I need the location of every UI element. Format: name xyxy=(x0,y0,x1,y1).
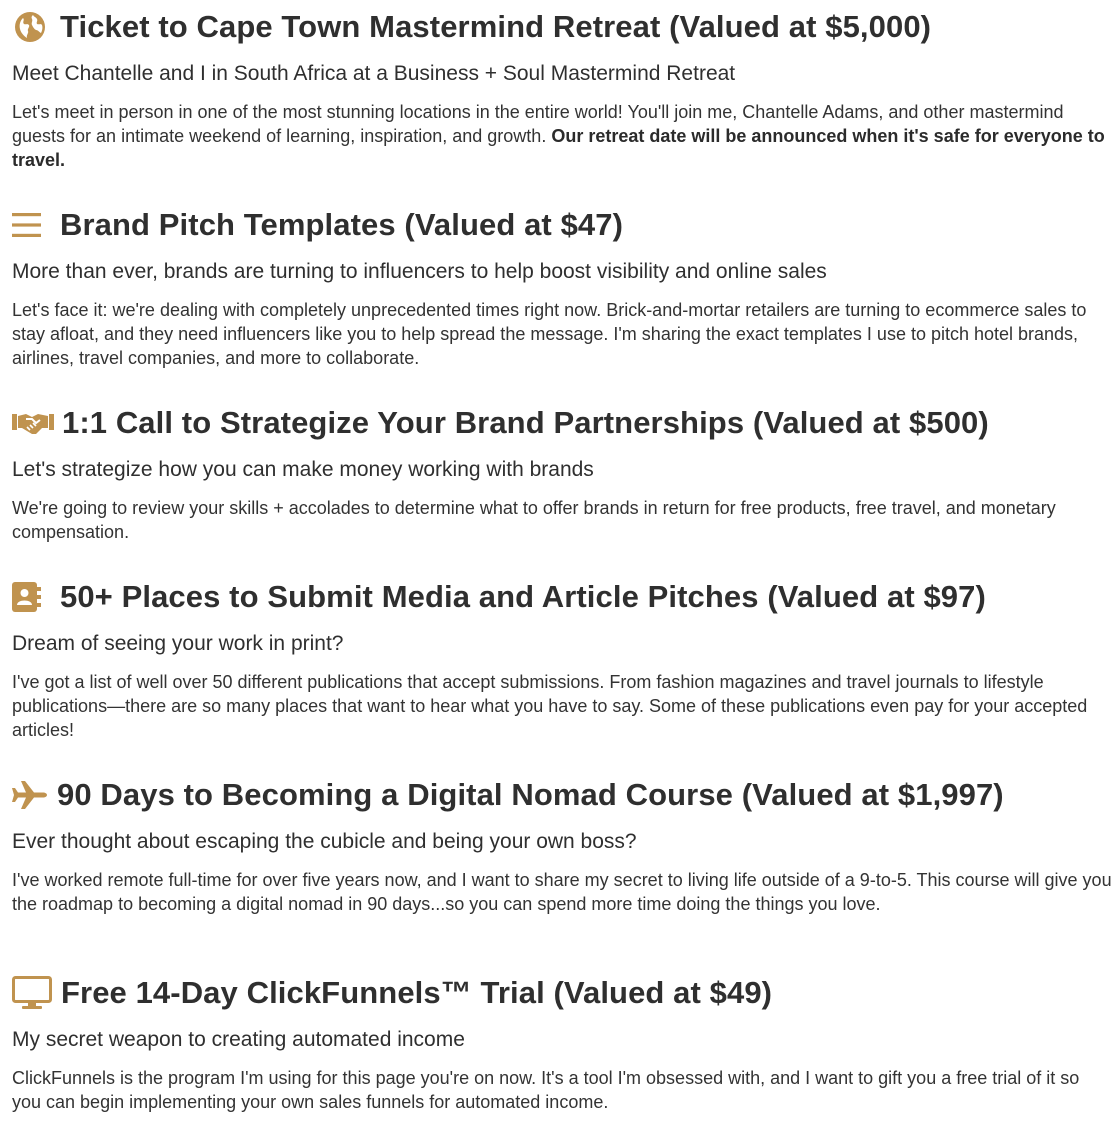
desktop-icon xyxy=(12,975,52,1011)
address-book-icon xyxy=(12,579,48,615)
section-body: I've got a list of well over 50 different publications that accept submissions. From fashion magazines and travel journals to lifestyle publications—there are so many places that want to hear what you have to say. Some of these publications even pay for your accepted articles! xyxy=(12,672,1088,740)
list-icon xyxy=(12,207,48,243)
section-body xyxy=(12,100,1112,172)
section-heading xyxy=(12,973,1112,1013)
bonus-section-cape-town xyxy=(12,7,1112,172)
globe-icon xyxy=(12,9,48,45)
section-title: Brand Pitch Templates (Valued at $47) xyxy=(60,207,624,242)
section-heading xyxy=(12,7,1112,47)
section-subtitle: Dream of seeing your work in print? xyxy=(12,632,344,655)
section-title: 90 Days to Becoming a Digital Nomad Course (Valued at $1,997) xyxy=(57,777,1004,812)
section-subtitle: Meet Chantelle and I in South Africa at a Business + Soul Mastermind Retreat xyxy=(12,62,736,85)
handshake-icon xyxy=(12,405,54,441)
section-heading xyxy=(12,577,1112,617)
section-subtitle: My secret weapon to creating automated income xyxy=(12,1028,465,1051)
section-body: We're going to review your skills + accolades to determine what to offer brands in return for free products, free travel, and monetary compensation. xyxy=(12,498,1056,542)
section-body-bold: Our retreat date will be announced when it's safe for everyone to travel. xyxy=(12,126,1105,170)
section-title: Free 14-Day ClickFunnels™ Trial (Valued at $49) xyxy=(61,975,773,1010)
bonus-section-clickfunnels xyxy=(12,973,1112,1114)
section-heading xyxy=(12,403,1112,443)
section-heading xyxy=(12,775,1112,815)
section-subtitle: Let's strategize how you can make money working with brands xyxy=(12,458,594,481)
bonus-section-digital-nomad xyxy=(12,775,1112,916)
section-body: ClickFunnels is the program I'm using for this page you're on now. It's a tool I'm obsessed with, and I want to gift you a free trial of it so you can begin implementing your own sales funnels for automated income. xyxy=(12,1068,1080,1112)
bonus-section-media-pitches xyxy=(12,577,1112,742)
section-subtitle: More than ever, brands are turning to influencers to help boost visibility and online sales xyxy=(12,260,827,283)
section-title: Ticket to Cape Town Mastermind Retreat (Valued at $5,000) xyxy=(60,9,932,44)
bonus-section-brand-pitch xyxy=(12,205,1112,370)
section-title: 1:1 Call to Strategize Your Brand Partnerships (Valued at $500) xyxy=(62,405,989,440)
section-body: Let's face it: we're dealing with completely unprecedented times right now. Brick-and-mortar retailers are turning to ecommerce sales to stay afloat, and they need influencers like you to help spread the message. I'm sharing the exact templates I use to pitch hotel brands, airlines, travel companies, and more to collaborate. xyxy=(12,300,1087,368)
section-heading xyxy=(12,205,1112,245)
section-title: 50+ Places to Submit Media and Article Pitches (Valued at $97) xyxy=(60,579,986,614)
section-body-text: Let's meet in person in one of the most stunning locations in the entire world! You'll join me, Chantelle Adams, and other mastermind guests for an intimate weekend of learning, inspiration, and growth. xyxy=(12,102,1064,146)
section-subtitle: Ever thought about escaping the cubicle and being your own boss? xyxy=(12,830,637,853)
bonus-section-strategy-call xyxy=(12,403,1112,544)
plane-icon xyxy=(12,777,48,813)
section-body: I've worked remote full-time for over five years now, and I want to share my secret to living life outside of a 9-to-5. This course will give you the roadmap to becoming a digital nomad in 90 days...so you can spend more time doing the things you love. xyxy=(12,870,1112,914)
